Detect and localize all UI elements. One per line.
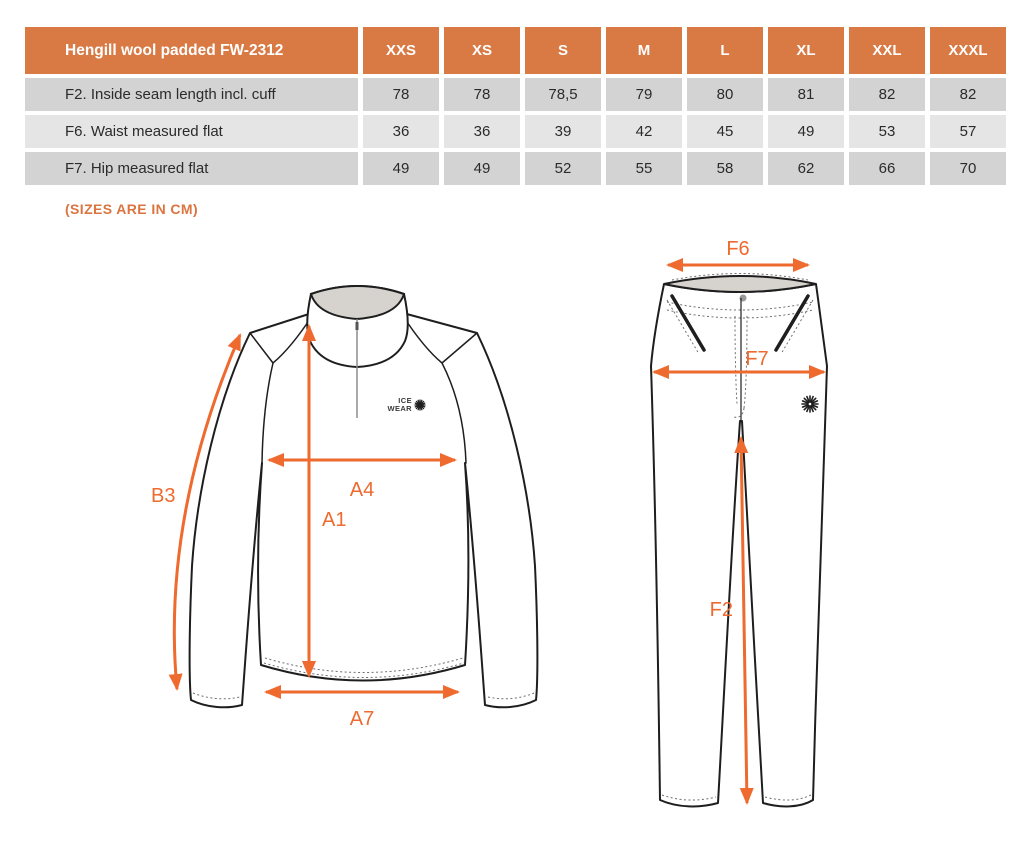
- measurement-value-cell: 58: [687, 152, 763, 185]
- size-header-cell-s: S: [525, 27, 601, 74]
- logo-text-ice: ICE: [398, 396, 412, 405]
- pants-snowflake-icon: [802, 396, 818, 412]
- measurement-value-cell: 78: [444, 78, 520, 111]
- f6-label: F6: [726, 238, 750, 260]
- size-header-cell-xxs: XXS: [363, 27, 439, 74]
- size-header-cell-xl: XL: [768, 27, 844, 74]
- product-header-cell: Hengill wool padded FW-2312: [25, 27, 358, 74]
- measurement-label-cell: F7. Hip measured flat: [25, 152, 358, 185]
- size-header-cell-l: L: [687, 27, 763, 74]
- measurement-value-cell: 39: [525, 115, 601, 148]
- measurement-value-cell: 49: [768, 115, 844, 148]
- a1-label: A1: [322, 509, 347, 531]
- measurement-value-cell: 36: [363, 115, 439, 148]
- size-header-cell-xs: XS: [444, 27, 520, 74]
- measurement-value-cell: 70: [930, 152, 1006, 185]
- a4-label: A4: [349, 479, 375, 501]
- measurement-value-cell: 82: [930, 78, 1006, 111]
- sweater-body-outline: [190, 313, 538, 707]
- measurement-label-cell: F6. Waist measured flat: [25, 115, 358, 148]
- measurement-value-cell: 79: [606, 78, 682, 111]
- measurement-value-cell: 52: [525, 152, 601, 185]
- sweater-diagram: [145, 266, 565, 744]
- measurement-value-cell: 42: [606, 115, 682, 148]
- size-header-cell-xxl: XXL: [849, 27, 925, 74]
- measurement-value-cell: 57: [930, 115, 1006, 148]
- b3-label: B3: [151, 485, 176, 507]
- measurement-value-cell: 55: [606, 152, 682, 185]
- sizes-in-cm-note: (SIZES ARE IN CM): [65, 201, 199, 217]
- measurement-value-cell: 82: [849, 78, 925, 111]
- measurement-value-cell: 81: [768, 78, 844, 111]
- logo-text-wear: WEAR: [387, 404, 412, 413]
- pants-diagram: [630, 238, 850, 838]
- measurement-value-cell: 62: [768, 152, 844, 185]
- measurement-value-cell: 78,5: [525, 78, 601, 111]
- measurement-value-cell: 80: [687, 78, 763, 111]
- a7-label: A7: [349, 708, 375, 730]
- measurement-value-cell: 78: [363, 78, 439, 111]
- pants-outline: [651, 284, 827, 806]
- f7-label: F7: [745, 348, 769, 370]
- measurement-value-cell: 53: [849, 115, 925, 148]
- measurement-value-cell: 45: [687, 115, 763, 148]
- measurement-value-cell: 66: [849, 152, 925, 185]
- f2-label: F2: [709, 599, 733, 621]
- size-table: [25, 27, 1006, 185]
- measurement-value-cell: 36: [444, 115, 520, 148]
- measurement-value-cell: 49: [363, 152, 439, 185]
- measurement-label-cell: F2. Inside seam length incl. cuff: [25, 78, 358, 111]
- measurement-value-cell: 49: [444, 152, 520, 185]
- size-header-cell-xxxl: XXXL: [930, 27, 1006, 74]
- size-header-cell-m: M: [606, 27, 682, 74]
- logo-snowflake-icon: [415, 400, 425, 410]
